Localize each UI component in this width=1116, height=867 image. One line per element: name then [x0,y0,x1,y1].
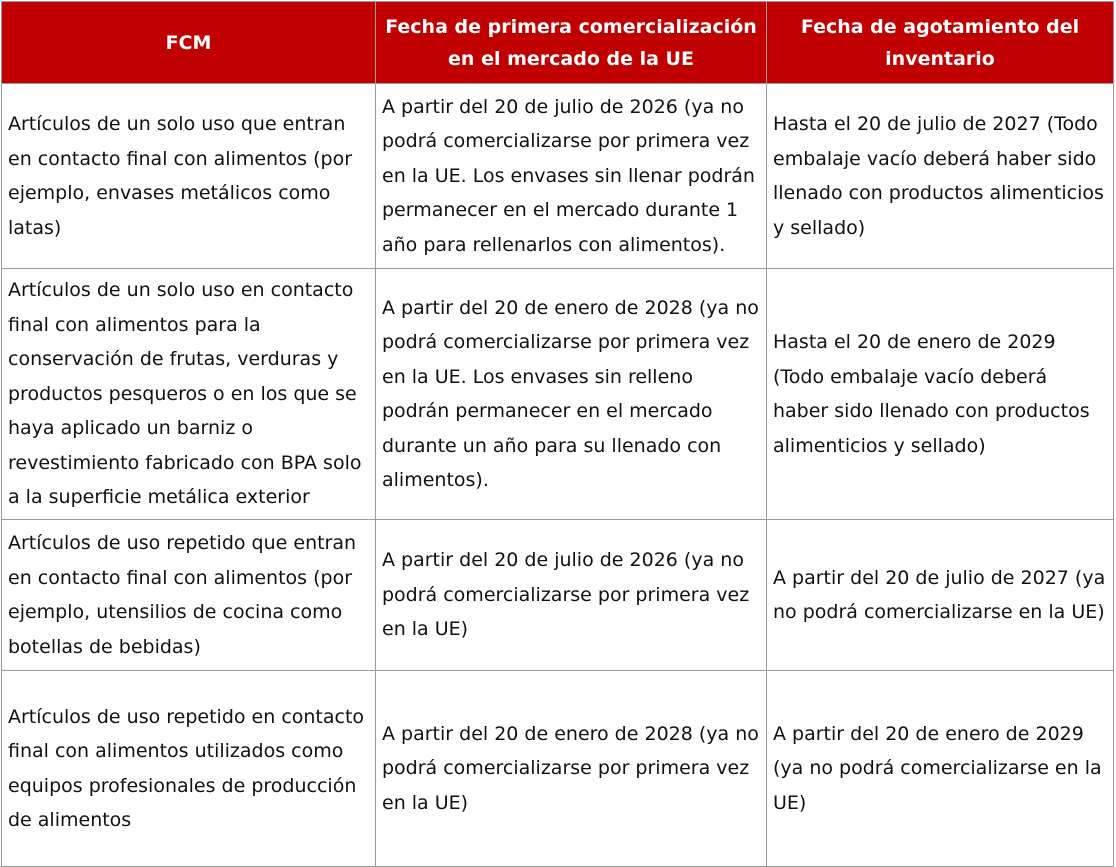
cell-stock-exhaustion-date: Hasta el 20 de julio de 2027 (Todo embalaje vacío deberá haber sido llenado con productos alimenticios y sellado) [767,84,1114,269]
header-fcm: FCM [2,2,376,84]
cell-stock-exhaustion-date: Hasta el 20 de enero de 2029 (Todo embalaje vacío deberá haber sido llenado con productos alimenticios y sellado) [767,269,1114,520]
table-body [2,84,1114,867]
table-row [2,520,1114,671]
cell-first-market-date: A partir del 20 de julio de 2026 (ya no podrá comercializarse por primera vez en la UE) [376,520,767,671]
bpa-timeline-table [1,1,1114,867]
cell-stock-exhaustion-date: A partir del 20 de enero de 2029 (ya no podrá comercializarse en la UE) [767,671,1114,867]
cell-fcm: Artículos de uso repetido en contacto final con alimentos utilizados como equipos profesionales de producción de alimentos [2,671,376,867]
cell-first-market-date: A partir del 20 de enero de 2028 (ya no podrá comercializarse por primera vez en la UE. Los envases sin relleno podrán permanecer en el mercado durante un año para su llenado con alimentos). [376,269,767,520]
cell-fcm: Artículos de un solo uso que entran en contacto final con alimentos (por ejemplo, envases metálicos como latas) [2,84,376,269]
cell-first-market-date: A partir del 20 de enero de 2028 (ya no podrá comercializarse por primera vez en la UE) [376,671,767,867]
cell-stock-exhaustion-date: A partir del 20 de julio de 2027 (ya no podrá comercializarse en la UE) [767,520,1114,671]
header-stock-exhaustion-date: Fecha de agotamiento del inventario [767,2,1114,84]
cell-fcm: Artículos de uso repetido que entran en contacto final con alimentos (por ejemplo, utensilios de cocina como botellas de bebidas) [2,520,376,671]
header-row [2,2,1114,84]
table-row [2,269,1114,520]
header-first-market-date: Fecha de primera comercialización en el mercado de la UE [376,2,767,84]
cell-first-market-date: A partir del 20 de julio de 2026 (ya no podrá comercializarse por primera vez en la UE. Los envases sin llenar podrán permanecer en el mercado durante 1 año para rellenarlos con alimentos). [376,84,767,269]
cell-fcm: Artículos de un solo uso en contacto final con alimentos para la conservación de frutas, verduras y productos pesqueros o en los que se haya aplicado un barniz o revestimiento fabricado con BPA solo a la superficie metálica exterior [2,269,376,520]
table-row [2,84,1114,269]
bpa-timeline-table-wrapper [1,1,1113,867]
table-row [2,671,1114,867]
table-header [2,2,1114,84]
